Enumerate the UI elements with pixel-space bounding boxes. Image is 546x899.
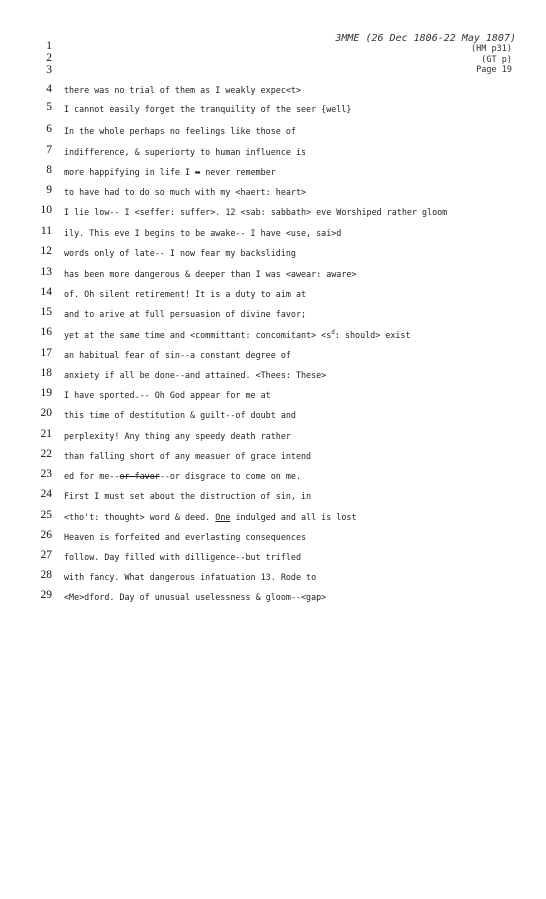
transcript-line: and to arive at full persuasion of divine favor; [64, 309, 307, 319]
struck-text: or favor [119, 471, 160, 481]
line-number: 22 [40, 448, 52, 460]
line-number: 15 [40, 306, 52, 318]
transcript-line: In the whole perhaps no feelings like those of [64, 126, 296, 136]
line-number: 18 [40, 367, 52, 379]
transcript-line: has been more dangerous & deeper than I was <awear: aware> [64, 269, 357, 279]
transcript-line: with fancy. What dangerous infatuation 13. Rode to [64, 572, 317, 582]
transcript-line: this time of destitution & guilt--of doubt and [64, 410, 296, 420]
line-number: 17 [40, 347, 52, 359]
line-number: 7 [46, 144, 52, 156]
line-number: 28 [40, 569, 52, 581]
underlined-text: One [215, 512, 231, 522]
line-number: 12 [40, 245, 52, 257]
transcript-line: there was no trial of them as I weakly expec<t> [64, 85, 301, 95]
line-number: 29 [40, 589, 52, 601]
transcript-line: First I must set about the distruction of sin, in [64, 491, 312, 501]
transcript-line: ed for me--or favor--or disgrace to come on me. [64, 471, 301, 481]
line-number: 21 [40, 428, 52, 440]
line-number: 26 [40, 529, 52, 541]
transcript-line: to have had to do so much with my <haert: heart> [64, 187, 307, 197]
struck-character: ∞ [195, 167, 201, 177]
page-number: Page 19 [476, 65, 512, 75]
line-number: 3 [46, 64, 52, 76]
transcript-line: I lie low-- I <seffer: suffer>. 12 <sab: sabbath> eve Worshiped rather gloom [64, 207, 448, 217]
line-number: 2 [46, 52, 52, 64]
transcript-line: follow. Day filled with dilligence--but trifled [64, 552, 301, 562]
transcript-line: indifference, & superiorty to human influence is [64, 147, 307, 157]
transcript-line: <tho't: thought> word & deed. One indulged and all is lost [64, 512, 357, 522]
transcript-line: I cannot easily forget the tranquility of the seer {well} [64, 104, 352, 114]
transcript-line: I have sported.-- Oh God appear for me at [64, 390, 271, 400]
transcript-line: of. Oh silent retirement! It is a duty to aim at [64, 289, 307, 299]
transcript-line: than falling short of any measuer of grace intend [64, 451, 312, 461]
transcript-line: Heaven is forfeited and everlasting consequences [64, 532, 307, 542]
transcript-line: more happifying in life I ∞ never remember [64, 167, 276, 177]
transcript-line: yet at the same time and <committant: concomitant> $<s^d$: should> exist [64, 329, 411, 340]
line-number: 24 [40, 488, 52, 500]
line-number: 23 [40, 468, 52, 480]
document-title: 3MME (26 Dec 1806-22 May 1807) [335, 33, 516, 44]
line-number: 14 [40, 286, 52, 298]
line-number: 19 [40, 387, 52, 399]
line-number: 5 [46, 101, 52, 113]
line-number: 27 [40, 549, 52, 561]
transcript-line: words only of late-- I now fear my backsliding [64, 248, 296, 258]
line-number: 11 [40, 225, 52, 237]
line-number: 6 [46, 123, 52, 135]
transcript-line: an habitual fear of sin--a constant degree of [64, 350, 291, 360]
line-number: 4 [46, 83, 52, 95]
gt-page-ref: (GT p) [481, 55, 512, 65]
transcript-line: anxiety if all be done--and attained. <Thees: These> [64, 370, 327, 380]
line-number: 1 [46, 40, 52, 52]
line-number: 10 [40, 204, 52, 216]
line-number: 16 [40, 326, 52, 338]
transcript-line: <Me>dford. Day of unusual uselessness & gloom--<gap> [64, 592, 327, 602]
hm-page-ref: (HM p31) [471, 44, 512, 54]
transcript-line: perplexity! Any thing any speedy death rather [64, 431, 291, 441]
line-number: 20 [40, 407, 52, 419]
transcript-line: ily. This eve I begins to be awake-- I have <use, sai>d [64, 228, 342, 238]
line-number: 9 [46, 184, 52, 196]
line-number: 25 [40, 509, 52, 521]
line-number: 8 [46, 164, 52, 176]
line-number: 13 [40, 266, 52, 278]
